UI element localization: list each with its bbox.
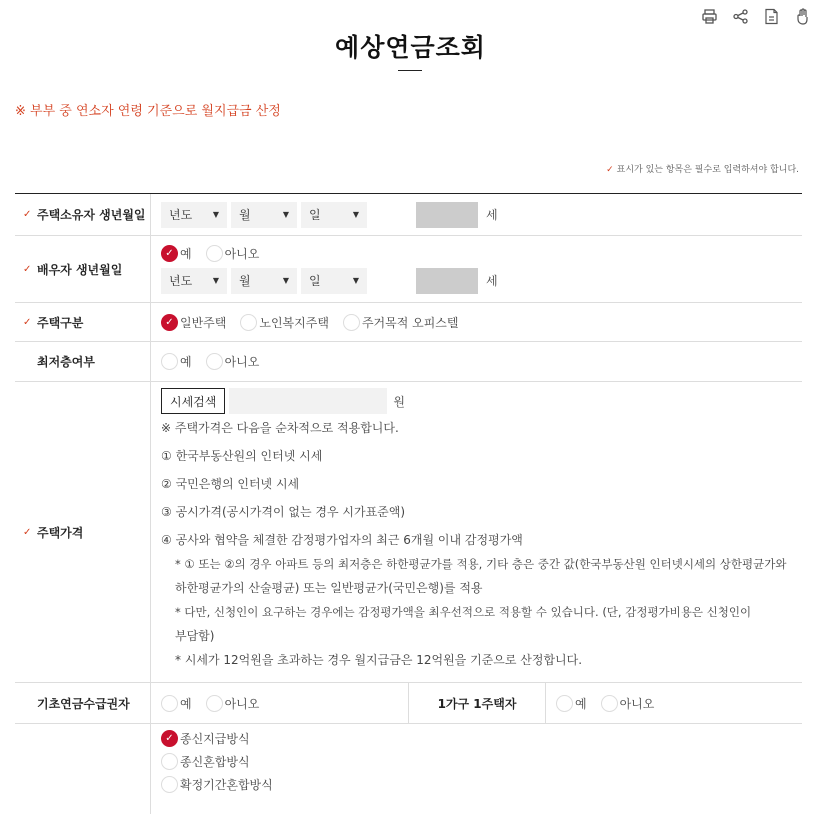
required-check-icon: ✓ (606, 165, 614, 175)
price-rule-note: 부담함) (175, 629, 215, 643)
row-owner-birth (15, 194, 802, 236)
owner-birth-label-text: 주택소유자 생년월일 (37, 208, 146, 222)
spouse-year-select[interactable] (161, 268, 227, 294)
house-price-label (15, 382, 151, 682)
price-rule-item: ① 한국부동산원의 인터넷 시세 (161, 449, 323, 463)
basic-pension-no-radio[interactable] (206, 695, 260, 712)
dropdown-arrow-icon: ▼ (282, 210, 289, 219)
spouse-month-select[interactable] (231, 268, 297, 294)
house-price-input[interactable] (229, 388, 387, 414)
price-rule-note: 하한평균가의 산술평균) 또는 일반평균가(국민은행)를 적용 (175, 581, 483, 595)
basic-pension-yes-radio[interactable] (161, 695, 192, 712)
price-rule-item: ④ 공사와 협약을 체결한 감정평가업자의 최근 6개월 이내 감정평가액 (161, 533, 523, 547)
payment-method-label (15, 724, 151, 814)
required-note-text: 표시가 있는 항목은 필수로 입력하셔야 합니다. (616, 165, 799, 175)
basic-pension-no-label: 아니오 (224, 696, 260, 711)
one-house-no-label: 아니오 (619, 696, 655, 711)
house-type-option-label: 일반주택 (180, 315, 227, 330)
row-house-type (15, 303, 802, 342)
owner-year-value: 년도 (169, 208, 193, 222)
dropdown-arrow-icon: ▼ (212, 210, 219, 219)
one-house-yes-radio[interactable] (556, 695, 587, 712)
price-rule-note: * 다만, 신청인이 요구하는 경우에는 감정평가액을 최우선적으로 적용할 수 있습니다. (단, 감정평가비용은 신청인이 (175, 605, 752, 619)
print-icon[interactable] (701, 8, 718, 25)
required-note (606, 162, 799, 175)
spouse-yes-radio[interactable] (161, 245, 192, 262)
dropdown-arrow-icon: ▼ (282, 276, 289, 285)
document-icon[interactable] (763, 8, 780, 25)
lowest-floor-label (15, 342, 151, 381)
lowest-floor-label-text: 최저층여부 (37, 355, 95, 369)
required-check-icon: ✓ (23, 316, 32, 328)
house-type-general-radio[interactable] (161, 314, 226, 331)
price-rule-note: * 시세가 12억원을 초과하는 경우 월지급금은 12억원을 기준으로 산정합니다. (175, 653, 583, 667)
required-check-icon: ✓ (23, 263, 32, 275)
spouse-no-radio[interactable] (206, 245, 260, 262)
spouse-yes-label: 예 (180, 246, 192, 261)
payment-option-label: 종신혼합방식 (180, 755, 250, 769)
check-icon: ✓ (161, 730, 178, 747)
house-type-label (15, 303, 151, 341)
payment-option-label: 확정기간혼합방식 (180, 778, 273, 792)
dropdown-arrow-icon: ▼ (352, 276, 359, 285)
dropdown-arrow-icon: ▼ (212, 276, 219, 285)
required-check-icon: ✓ (23, 526, 32, 538)
required-check-icon: ✓ (23, 209, 32, 220)
price-rule-item: ② 국민은행의 인터넷 시세 (161, 477, 300, 491)
house-type-option-label: 주거목적 오피스텔 (361, 315, 459, 330)
owner-birth-label (15, 194, 151, 235)
spouse-no-label: 아니오 (224, 246, 260, 261)
spouse-birth-label (15, 236, 151, 302)
owner-month-select[interactable] (231, 202, 297, 228)
payment-fixed-mixed-radio[interactable] (161, 776, 778, 793)
owner-age-field (416, 202, 478, 228)
payment-lifetime-radio[interactable] (161, 730, 778, 747)
row-basic-pension (15, 683, 802, 724)
spouse-age-unit: 세 (486, 274, 498, 288)
share-icon[interactable] (732, 8, 749, 25)
check-icon: ✓ (161, 314, 178, 331)
row-payment-method (15, 724, 802, 814)
pension-form (15, 193, 802, 814)
spouse-birth-label-text: 배우자 생년월일 (37, 262, 123, 277)
lowest-floor-yes-radio[interactable] (161, 353, 192, 370)
price-rule-note: * ① 또는 ②의 경우 아파트 등의 최저층은 하한평균가를 적용, 기타 층은 중간 값(한국부동산원 인터넷시세의 상한평균가와 (175, 557, 787, 571)
row-house-price (15, 382, 802, 683)
price-search-button[interactable]: 시세검색 (161, 388, 225, 414)
one-house-yes-label: 예 (575, 696, 587, 711)
owner-day-select[interactable] (301, 202, 367, 228)
dropdown-arrow-icon: ▼ (352, 210, 359, 219)
spouse-month-value: 월 (239, 274, 251, 288)
spouse-day-select[interactable] (301, 268, 367, 294)
basic-pension-label (15, 683, 151, 723)
price-rule-intro: ※ 주택가격은 다음을 순차적으로 적용합니다. (161, 421, 399, 435)
price-unit: 원 (393, 394, 405, 409)
notice-text: ※ 부부 중 연소자 연령 기준으로 월지급금 산정 (15, 104, 281, 119)
spouse-year-value: 년도 (169, 274, 193, 288)
hand-cursor-icon[interactable] (794, 8, 811, 25)
owner-day-value: 일 (309, 208, 321, 222)
house-type-officetel-radio[interactable] (343, 314, 459, 331)
owner-month-value: 월 (239, 208, 251, 222)
title-underline (398, 70, 422, 71)
basic-pension-label-text: 기초연금수급권자 (37, 696, 130, 711)
lowest-floor-no-label: 아니오 (224, 355, 260, 369)
price-rule-item: ③ 공시가격(공시가격이 없는 경우 시가표준액) (161, 505, 406, 519)
check-icon: ✓ (161, 245, 178, 262)
top-toolbar (701, 8, 811, 25)
lowest-floor-no-radio[interactable] (206, 353, 260, 370)
house-type-label-text: 주택구분 (37, 315, 84, 330)
house-type-senior-radio[interactable] (240, 314, 329, 331)
house-type-option-label: 노인복지주택 (259, 315, 329, 330)
owner-year-select[interactable] (161, 202, 227, 228)
lowest-floor-yes-label: 예 (180, 355, 192, 369)
one-house-no-radio[interactable] (601, 695, 655, 712)
page-title: 예상연금조회 (335, 33, 486, 62)
payment-option-label: 종신지급방식 (180, 732, 250, 746)
spouse-day-value: 일 (309, 274, 321, 288)
basic-pension-yes-label: 예 (180, 696, 192, 711)
owner-age-unit: 세 (486, 208, 498, 222)
one-house-label: 1가구 1주택자 (409, 683, 546, 723)
row-spouse-birth (15, 236, 802, 303)
house-price-label-text: 주택가격 (37, 525, 84, 540)
spouse-age-field (416, 268, 478, 294)
payment-lifetime-mixed-radio[interactable] (161, 753, 778, 770)
row-lowest-floor (15, 342, 802, 382)
